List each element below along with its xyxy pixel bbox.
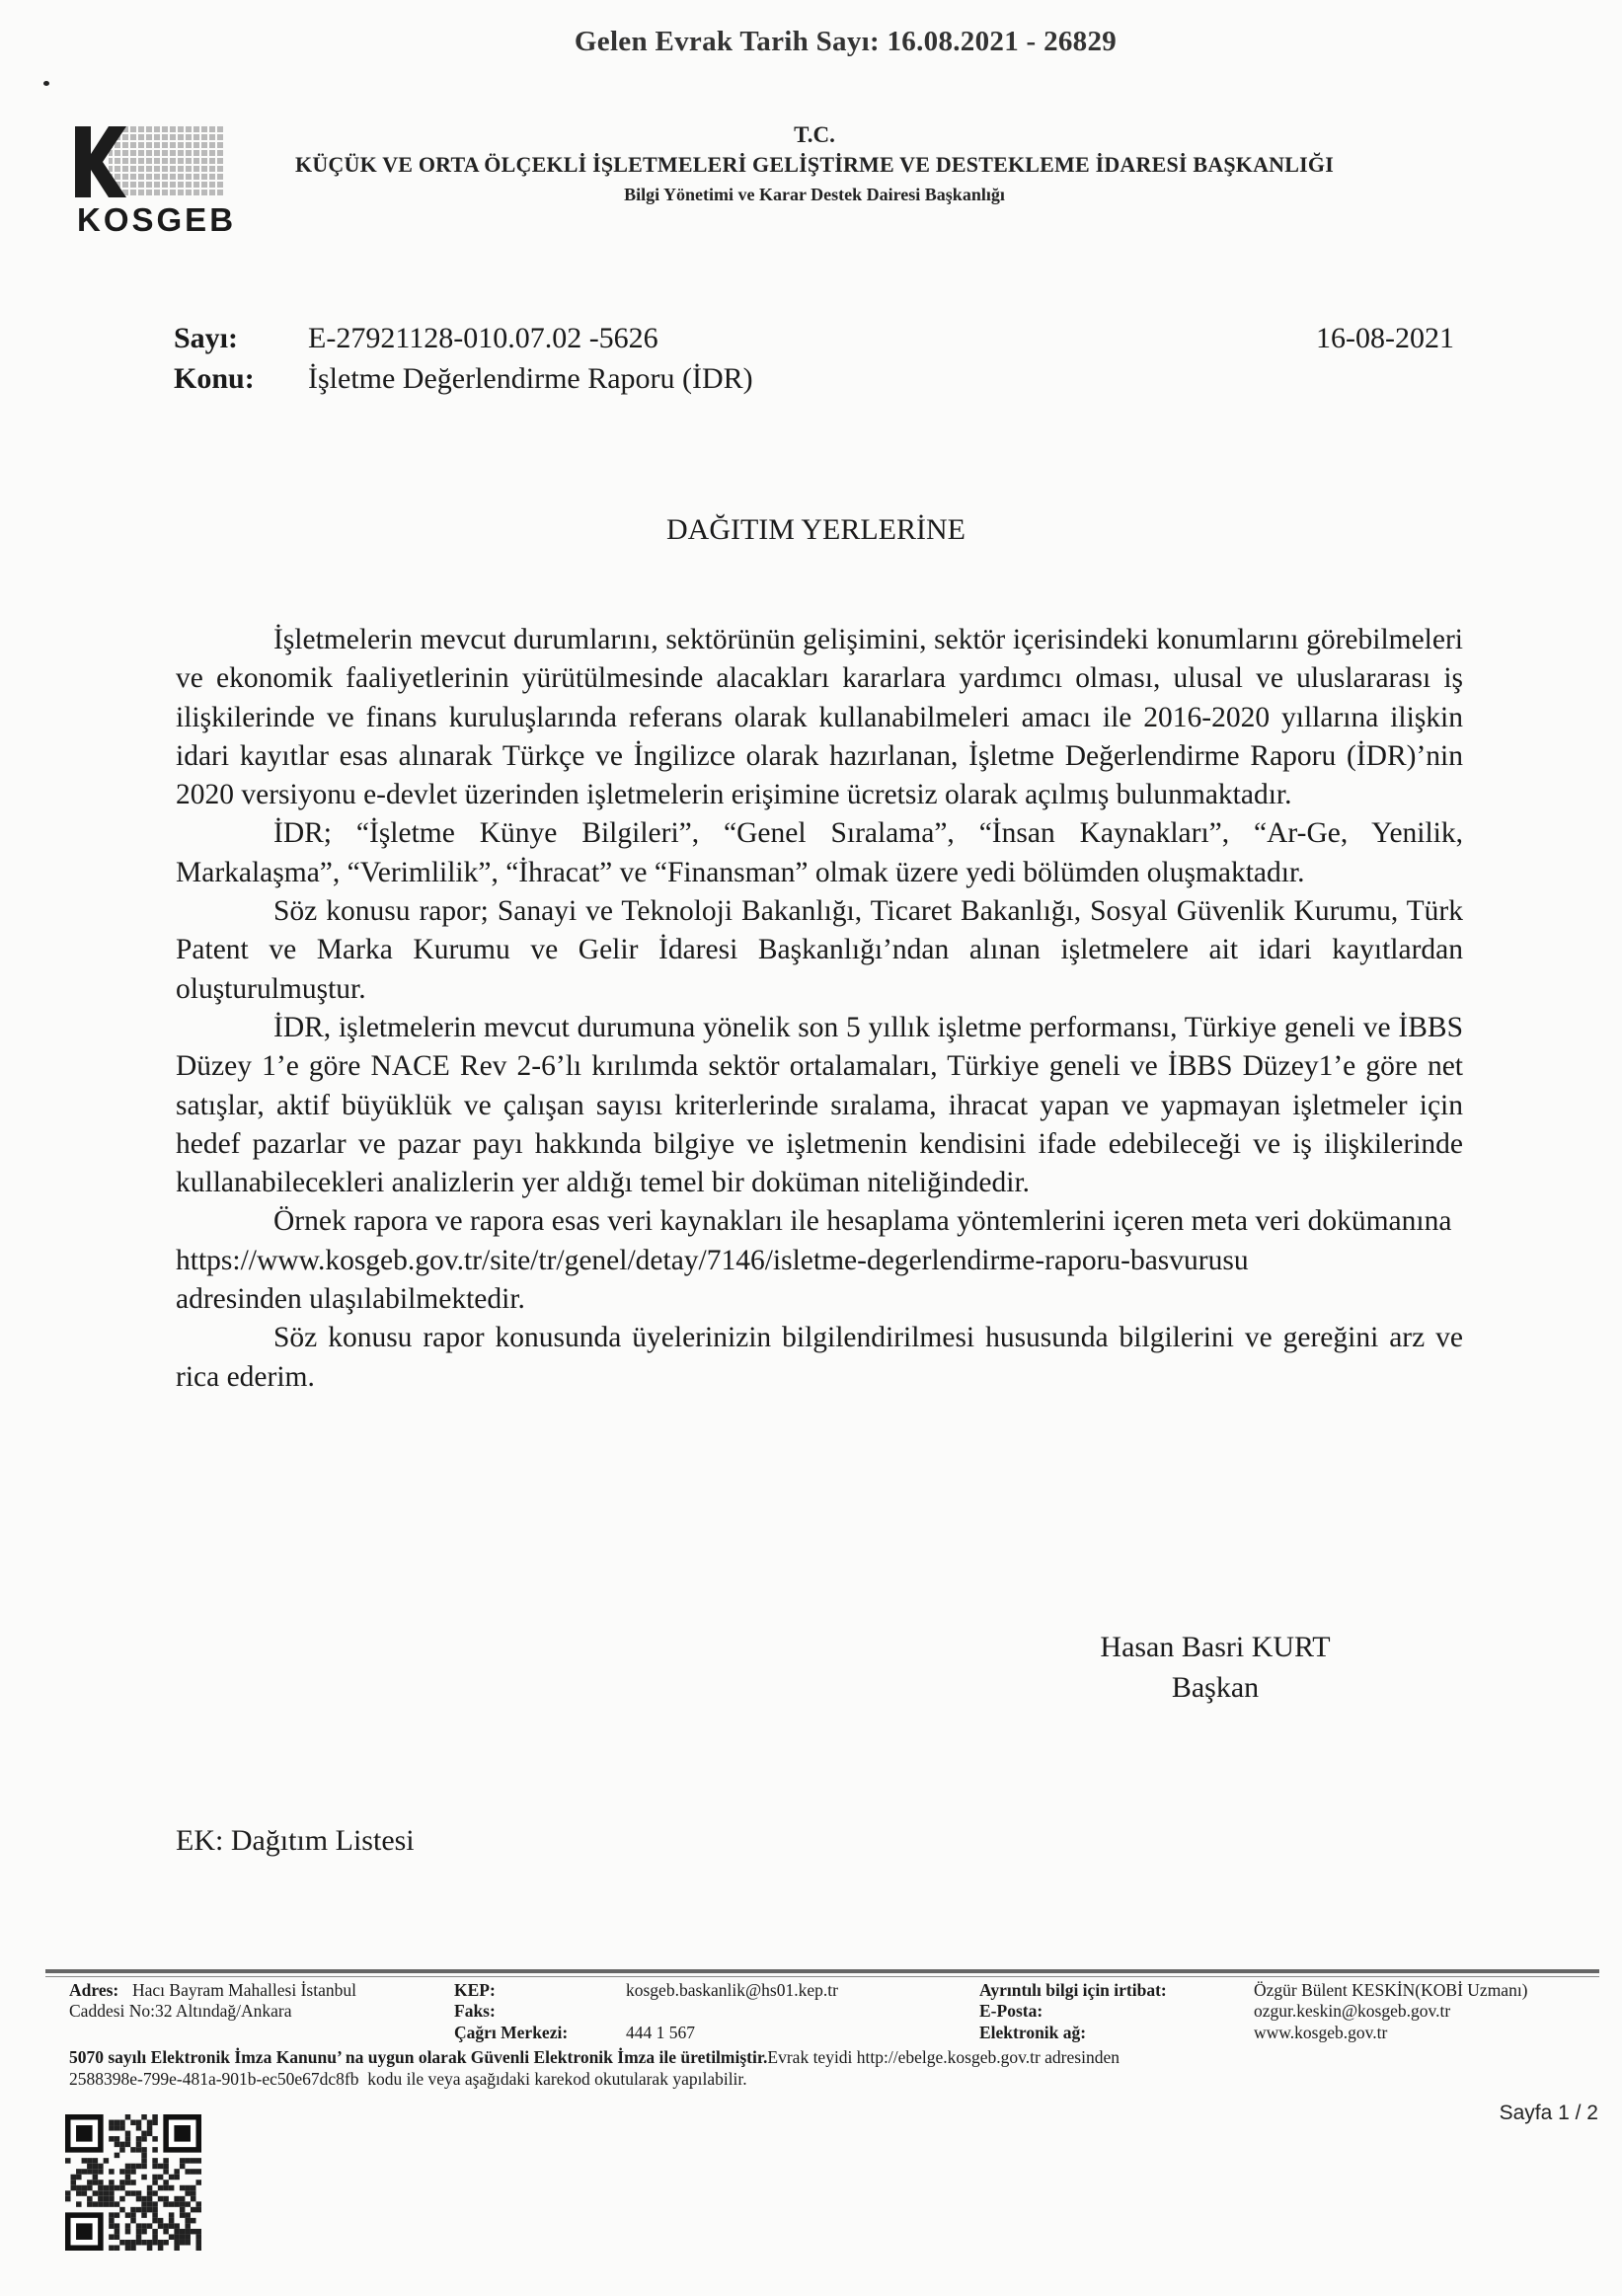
email-label: E-Posta: [979,2001,1043,2021]
header-tc: T.C. [794,122,835,147]
call-center-label: Çağrı Merkezi: [454,2023,569,2042]
paragraph-3: Söz konusu rapor; Sanayi ve Teknoloji Bakanlığı, Ticaret Bakanlığı, Sosyal Güvenlik Kurumu, Türk Patent ve Marka Kurumu ve Gelir İdaresi Başkanlığı’ndan alınan işletmelere ait idari kayıtlardan oluşturulmuştur. [176,895,1463,1005]
website-value[interactable]: www.kosgeb.gov.tr [1254,2023,1388,2042]
email-value[interactable]: ozgur.keskin@kosgeb.gov.tr [1254,2001,1451,2021]
kep-label: KEP: [454,1980,496,2000]
esign-verify-text: Evrak teyidi [767,2047,853,2067]
incoming-document-stamp: Gelen Evrak Tarih Sayı: 16.08.2021 - 26829 [574,26,1118,57]
sayi-label: Sayı: [174,322,239,354]
esign-line [69,2047,1120,2068]
konu-value: İşletme Değerlendirme Raporu (İDR) [308,362,753,395]
contact-label: Ayrıntılı bilgi için irtibat: [979,1980,1167,2000]
adres-line2: Caddesi No:32 Altındağ/Ankara [69,2001,292,2021]
adres-line1: Hacı Bayram Mahallesi İstanbul [132,1980,356,2000]
paragraph-6: Söz konusu rapor konusunda üyelerinizin bilgilendirilmesi hususunda bilgilerini ve gereğini arz ve rica ederim. [176,1322,1463,1393]
hash-line [69,2069,747,2090]
header-department: Bilgi Yönetimi ve Karar Destek Dairesi Başkanlığı [624,185,1005,204]
hash-note: kodu ile veya aşağıdaki karekod okutularak yapılabilir. [367,2069,747,2089]
sayi-value: E-27921128-010.07.02 -5626 [308,322,658,354]
call-center-value: 444 1 567 [626,2023,695,2042]
esign-statement: 5070 sayılı Elektronik İmza Kanunu’ na uygun olarak Güvenli Elektronik İmza ile üretilmiştir. [69,2047,768,2067]
kep-value[interactable]: kosgeb.baskanlik@hs01.kep.tr [626,1980,838,2000]
report-url[interactable]: https://www.kosgeb.gov.tr/site/tr/genel/detay/7146/isletme-degerlendirme-raporu-basvurusu [176,1244,1249,1276]
signatory-name: Hasan Basri KURT [1100,1631,1331,1663]
esign-after-text: adresinden [1044,2047,1120,2067]
paragraph-4: İDR, işletmelerin mevcut durumuna yönelik son 5 yıllık işletme performansı, Türkiye geneli ve İBBS Düzey 1’e göre NACE Rev 2-6’lı kırılımda sektör ortalamaları, Türkiye geneli ve İBBS Düzey1’e göre net satışlar, aktif büyüklük ve çalışan sayısı kriterlerinde sıralama, ihracat yapan ve yapmayan işletmeler için hedef pazarlar ve pazar payı hakkında bilgiye ve işletmenin kendisini ifade edebileceği ve iş ilişkilerinde kullanabilecekleri analizlerin yer aldığı temel bir doküman niteliğindedir. [176,1011,1463,1199]
attachment-note: EK: Dağıtım Listesi [176,1824,415,1857]
page-number: Sayfa 1 / 2 [1499,2102,1598,2124]
qr-code-icon[interactable] [65,2114,201,2251]
document-date: 16-08-2021 [1316,322,1454,354]
faks-label: Faks: [454,2001,496,2021]
paragraph-2: İDR; “İşletme Künye Bilgileri”, “Genel Sıralama”, “İnsan Kaynakları”, “Ar-Ge, Yenilik, Markalaşma”, “Verimlilik”, “İhracat” ve “Finansman” olmak üzere yedi bölümden oluşmaktadır. [176,817,1463,888]
recipient-heading: DAĞITIM YERLERİNE [665,513,965,546]
adres-label: Adres: [69,1980,119,2000]
header-institution: KÜÇÜK VE ORTA ÖLÇEKLİ İŞLETMELERİ GELİŞTİRME VE DESTEKLEME İDARESİ BAŞKANLIĞI [295,152,1334,177]
document-hash: 2588398e-799e-481a-901b-ec50e67dc8fb [69,2069,359,2089]
contact-value: Özgür Bülent KESKİN(KOBİ Uzmanı) [1254,1980,1528,2000]
website-label: Elektronik ağ: [979,2023,1087,2042]
paragraph-5-end: adresinden ulaşılabilmektedir. [176,1283,525,1316]
paragraph-1: İşletmelerin mevcut durumlarını, sektörünün gelişimini, sektör içerisindeki konumlarını görebilmeleri ve ekonomik faaliyetlerinin yürütülmesinde alacakları kararlara yardımcı olması, ulusal ve uluslararası iş ilişkilerinde ve finans kuruluşlarında referans olarak kullanabilmeleri amacı ile 2016-2020 yıllarına ilişkin idari kayıtlar esas alınarak Türkçe ve İngilizce olarak hazırlanan, İşletme Değerlendirme Raporu (İDR)’nin 2020 versiyonu e-devlet üzerinden işletmelerin erişimine ücretsiz olarak açılmış bulunmaktadır. [176,624,1463,811]
paragraph-5: Örnek rapora ve rapora esas veri kaynakları ile hesaplama yöntemlerini içeren meta veri dokümanına [273,1205,1452,1238]
verification-link[interactable]: http://ebelge.kosgeb.gov.tr [856,2047,1041,2067]
logo-wordmark: KOSGEB [77,201,237,238]
konu-label: Konu: [174,362,255,395]
signatory-title: Başkan [1171,1671,1260,1704]
